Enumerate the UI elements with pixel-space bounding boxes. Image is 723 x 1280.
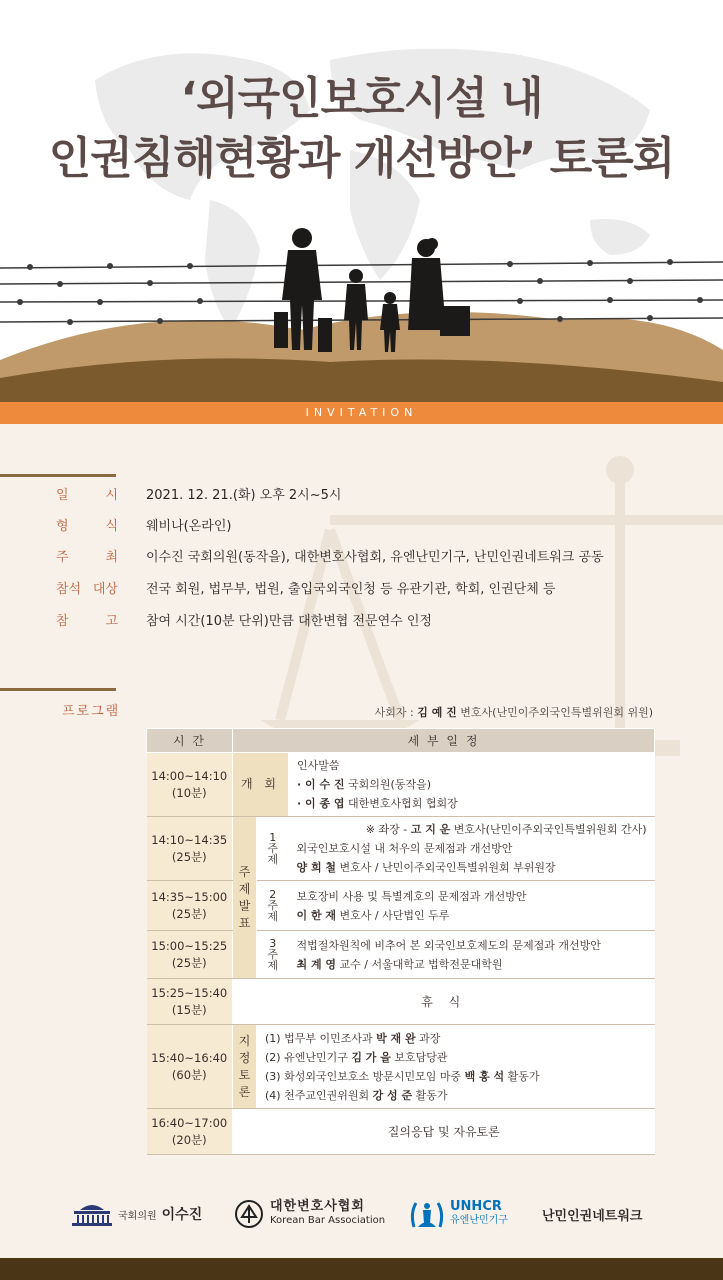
discussant-name: 백 홍 석 <box>464 1069 505 1083</box>
info-row-format <box>0 515 723 539</box>
detail-line <box>297 794 647 813</box>
category-label: 지정토론 <box>238 1033 251 1099</box>
subtopic-cell <box>257 817 289 881</box>
info-label: 참 고 <box>56 614 118 629</box>
detail-cell <box>289 753 655 817</box>
moderator-prefix: 사회자 : <box>374 706 418 719</box>
chair-title: 변호사(난민이주외국인특별위원회 간사) <box>450 823 647 836</box>
table-row <box>147 1025 655 1109</box>
unhcr-name-en: UNHCR <box>450 1199 502 1214</box>
table-row <box>147 979 655 1025</box>
discussant-org: (2) 유엔난민기구 <box>265 1050 352 1064</box>
discussant-org: (1) 법무부 이민조사과 <box>265 1031 377 1045</box>
qa-cell: 질의응답 및 자유토론 <box>233 1109 655 1155</box>
time-cell <box>147 817 233 881</box>
discussant-line <box>265 1048 647 1067</box>
discussant-title: 활동가 <box>412 1088 448 1102</box>
assembly-logo <box>70 1196 202 1232</box>
speaker-title: 국회의원(동작을) <box>344 778 432 791</box>
hero-illustration <box>0 0 723 402</box>
table-row <box>147 931 655 979</box>
refugee-network-logo <box>542 1196 642 1232</box>
discussant-name: 강 성 준 <box>372 1088 413 1102</box>
category-cell <box>233 1025 257 1109</box>
time-range: 15:00~15:25 <box>151 938 228 953</box>
time-range: 14:35~15:00 <box>151 889 228 904</box>
moderator-name: 김 예 진 <box>417 706 457 719</box>
schedule-table <box>146 728 655 1155</box>
subtopic-label: 1주제 <box>267 831 279 866</box>
info-label: 참석 대상 <box>56 582 118 597</box>
duration: (25분) <box>171 906 207 921</box>
category-cell: 개 회 <box>233 753 289 817</box>
speaker-name: · 이 종 엽 <box>297 797 345 810</box>
assembly-member-name: 이수진 <box>161 1207 203 1223</box>
assembly-icon <box>70 1202 114 1226</box>
speaker-title: 변호사 / 사단법인 두루 <box>336 908 450 922</box>
kba-name-ko: 대한변호사협회 <box>270 1199 365 1214</box>
discussant-title: 활동가 <box>504 1069 540 1083</box>
detail-line <box>297 775 647 794</box>
duration: (60분) <box>171 1067 207 1082</box>
detail-line <box>297 955 647 974</box>
info-value: 전국 회원, 법무부, 법원, 출입국외국인청 등 유관기관, 학회, 인권단체 등 <box>146 582 556 597</box>
info-value: 참여 시간(10분 단위)만큼 대한변협 전문연수 인정 <box>146 614 432 629</box>
topic-title: 보호장비 사용 및 특별계호의 문제점과 개선방안 <box>296 889 527 903</box>
time-cell <box>147 1109 233 1155</box>
detail-cell <box>257 1025 655 1109</box>
time-cell <box>147 881 233 931</box>
table-header-row <box>147 729 655 753</box>
time-cell <box>147 753 233 817</box>
discussant-name: 김 가 을 <box>351 1050 391 1064</box>
detail-cell <box>289 881 655 931</box>
detail-line: 인사말씀 <box>297 759 340 772</box>
time-cell <box>147 1025 233 1109</box>
discussant-name: 박 재 완 <box>376 1031 416 1045</box>
hero-banner <box>0 0 723 402</box>
speaker-name: 최 계 영 <box>296 957 337 971</box>
discussant-line <box>265 1086 647 1105</box>
speaker-name: 양 희 철 <box>296 861 337 874</box>
speaker-title: 대한변호사협회 협회장 <box>344 797 458 810</box>
table-row <box>147 753 655 817</box>
info-row-date <box>0 484 723 508</box>
time-range: 14:00~14:10 <box>151 768 228 783</box>
topic-title: 외국인보호시설 내 처우의 문제점과 개선방안 <box>296 842 513 855</box>
kba-logo <box>234 1196 385 1232</box>
program-divider <box>0 688 116 691</box>
time-range: 15:40~16:40 <box>151 1050 228 1065</box>
moderator-suffix: 변호사(난민이주외국인특별위원회 위원) <box>456 706 653 719</box>
subtopic-cell <box>257 881 289 931</box>
info-row-host <box>0 546 723 570</box>
chair-name: 고 지 운 <box>410 823 451 836</box>
event-title-line1: ‘외국인보호시설 내 <box>180 73 543 124</box>
time-range: 14:10~14:35 <box>151 832 228 847</box>
subtopic-label: 2주제 <box>267 888 279 923</box>
category-label: 주제발표 <box>238 864 251 930</box>
speaker-title: 변호사 / 난민이주외국인특별위원회 부위원장 <box>336 861 556 874</box>
duration: (25분) <box>171 849 207 864</box>
kba-name-en: Korean Bar Association <box>270 1215 386 1226</box>
detail-cell <box>289 817 655 881</box>
duration: (25분) <box>171 955 207 970</box>
time-cell <box>147 931 233 979</box>
category-cell <box>233 817 257 979</box>
speaker-title: 교수 / 서울대학교 법학전문대학원 <box>336 957 503 971</box>
detail-line <box>297 858 647 877</box>
detail-line <box>297 820 647 839</box>
chair-prefix: ※ 좌장 - <box>365 823 411 836</box>
info-value: 웨비나(온라인) <box>146 519 232 534</box>
discussant-title: 보호담당관 <box>390 1050 448 1064</box>
info-value: 이수진 국회의원(동작을), 대한변호사협회, 유엔난민기구, 난민인권네트워크 공동 <box>146 550 604 565</box>
info-row-note <box>0 610 723 634</box>
invitation-label: INVITATION <box>305 406 418 419</box>
unhcr-name-ko: 유엔난민기구 <box>450 1215 508 1226</box>
discussant-title: 과장 <box>415 1031 441 1045</box>
time-range: 15:25~15:40 <box>151 985 228 1000</box>
column-header-detail: 세 부 일 정 <box>233 729 655 753</box>
discussant-org: (4) 천주교인권위원회 <box>265 1088 373 1102</box>
speaker-name: · 이 수 진 <box>297 778 345 791</box>
network-name: 난민인권네트워크 <box>542 1208 643 1224</box>
duration: (20분) <box>171 1132 207 1147</box>
subtopic-cell <box>257 931 289 979</box>
unhcr-emblem-icon <box>408 1197 446 1231</box>
unhcr-logo <box>408 1196 508 1232</box>
info-value: 2021. 12. 21.(화) 오후 2시~5시 <box>146 488 342 503</box>
table-row <box>147 1109 655 1155</box>
subtopic-label: 3주제 <box>267 937 279 972</box>
sponsor-logos <box>0 1196 723 1232</box>
column-header-time: 시 간 <box>147 729 233 753</box>
event-title-line2: 인권침해현황과 개선방안’ 토론회 <box>48 133 675 184</box>
info-row-attendees <box>0 578 723 602</box>
info-divider <box>0 474 116 477</box>
time-cell <box>147 979 233 1025</box>
info-label: 주 최 <box>56 550 118 565</box>
time-range: 16:40~17:00 <box>151 1115 228 1130</box>
table-row <box>147 817 655 881</box>
detail-line <box>297 906 647 925</box>
duration: (15분) <box>171 1002 207 1017</box>
invitation-band <box>0 402 723 424</box>
footer-bar <box>0 1258 723 1280</box>
discussant-line <box>265 1067 647 1086</box>
topic-title: 적법절차원칙에 비추어 본 외국인보호제도의 문제점과 개선방안 <box>296 938 601 952</box>
break-cell: 휴 식 <box>233 979 655 1025</box>
info-label: 일 시 <box>56 488 118 503</box>
program-label: 프로그램 <box>62 704 121 719</box>
moderator-line <box>375 704 653 720</box>
detail-cell <box>289 931 655 979</box>
discussant-org: (3) 화성외국인보호소 방문시민모임 마중 <box>265 1069 465 1083</box>
info-label: 형 식 <box>56 519 118 534</box>
speaker-name: 이 한 재 <box>296 908 337 922</box>
discussant-line <box>265 1029 647 1048</box>
duration: (10분) <box>171 785 207 800</box>
table-row <box>147 881 655 931</box>
assembly-label: 국회의원 <box>118 1210 157 1222</box>
kba-emblem-icon <box>234 1199 264 1229</box>
